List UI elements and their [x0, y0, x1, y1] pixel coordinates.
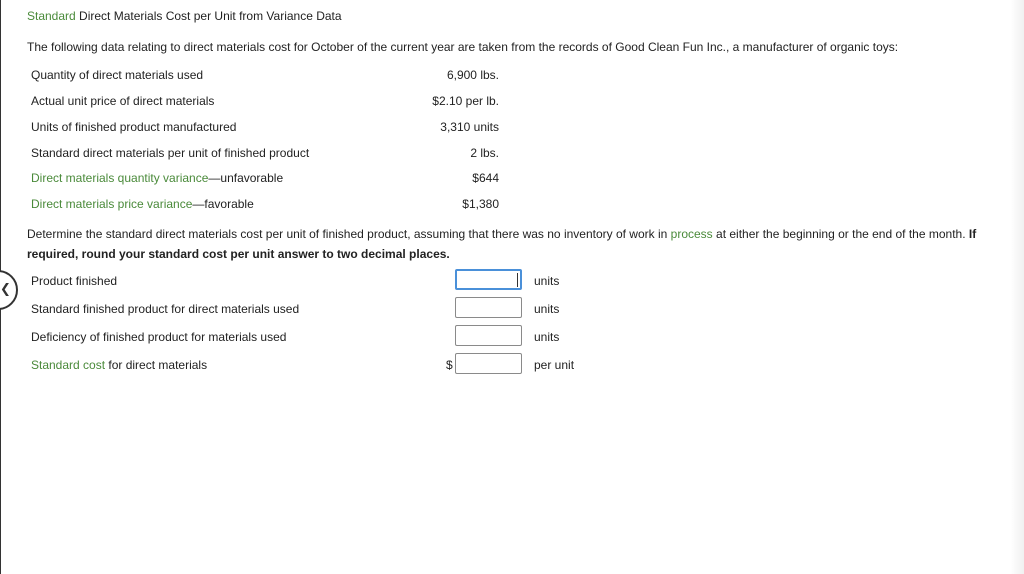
standard-cost-link[interactable]: Standard cost: [31, 358, 106, 372]
title-text: Direct Materials Cost per Unit from Variance Data: [75, 9, 342, 23]
row-label-price-variance: [31, 197, 254, 211]
answer-label-product-finished: Product finished: [31, 274, 118, 288]
answer-label-deficiency: Deficiency of finished product for materials used: [31, 330, 287, 344]
quantity-variance-link[interactable]: Direct materials quantity variance: [31, 171, 209, 185]
standard-cost-input[interactable]: [455, 353, 522, 374]
standard-finished-product-input[interactable]: [455, 297, 522, 318]
row-label-units-manufactured: Units of finished product manufactured: [31, 120, 237, 134]
back-button[interactable]: [0, 270, 18, 310]
intro-text: The following data relating to direct materials cost for October of the current year are taken from the records of Good Clean Fun Inc., a manufacturer of organic toys:: [27, 40, 899, 54]
chevron-left-icon: ❮: [0, 282, 11, 297]
row-value-standard-per-unit: 2 lbs.: [470, 146, 499, 160]
product-finished-input[interactable]: [455, 269, 522, 290]
answer-label-standard-finished-product: Standard finished product for direct materials used: [31, 302, 300, 316]
answer-unit-standard-cost: per unit: [534, 358, 575, 372]
standard-cost-suffix: for direct materials: [105, 358, 208, 372]
right-scroll-shadow: [1010, 0, 1024, 574]
row-value-units-manufactured: 3,310 units: [440, 120, 499, 134]
question-text: [27, 224, 1002, 264]
answer-unit-standard-finished-product: units: [534, 302, 560, 316]
question-part2: at either the beginning or the end of the month.: [712, 227, 969, 241]
price-variance-suffix: —favorable: [192, 197, 254, 211]
quantity-variance-suffix: —unfavorable: [208, 171, 284, 185]
answer-unit-product-finished: units: [534, 274, 560, 288]
rounding-instruction: If required, round your standard cost per unit answer to two decimal places.: [27, 227, 977, 261]
row-label-actual-price: Actual unit price of direct materials: [31, 94, 215, 108]
problem-title: [27, 9, 342, 23]
row-value-quantity-variance: $644: [472, 171, 499, 185]
process-glossary-link[interactable]: process: [670, 227, 713, 241]
deficiency-input[interactable]: [455, 325, 522, 346]
answer-unit-deficiency: units: [534, 330, 560, 344]
price-variance-link[interactable]: Direct materials price variance: [31, 197, 193, 211]
row-value-price-variance: $1,380: [462, 197, 499, 211]
dollar-prefix: $: [446, 358, 453, 372]
row-label-quantity-used: Quantity of direct materials used: [31, 68, 204, 82]
answer-label-standard-cost: [31, 358, 207, 372]
row-value-actual-price: $2.10 per lb.: [432, 94, 499, 108]
question-part1: Determine the standard direct materials cost per unit of finished product, assuming that there was no inventory of work in: [27, 227, 671, 241]
standard-glossary-link[interactable]: Standard: [27, 9, 76, 23]
row-label-standard-per-unit: Standard direct materials per unit of finished product: [31, 146, 310, 160]
text-caret: [517, 273, 518, 287]
row-label-quantity-variance: [31, 171, 283, 185]
row-value-quantity-used: 6,900 lbs.: [446, 68, 499, 82]
